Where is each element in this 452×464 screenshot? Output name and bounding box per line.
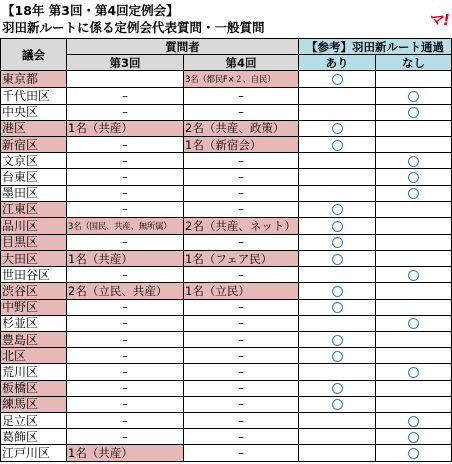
ward-name: 江戸川区 [1,445,67,461]
table-row [1,185,452,201]
q4-questioner [184,217,299,234]
pass-no-cell [376,412,452,428]
ward-name: 江東区 [1,201,67,217]
circle-icon [332,123,343,134]
circle-icon [408,432,419,443]
q3-questioner-text: – [122,186,128,201]
pass-no-cell [376,299,452,315]
q3-questioner-text: 1名（共産） [68,121,133,136]
circle-icon [332,399,343,410]
q3-questioner [67,120,184,136]
pass-no-cell [376,71,452,88]
q4-questioner [184,396,299,412]
q4-questioner [184,315,299,331]
q3-questioner-text: – [122,137,128,152]
pass-no-cell [376,429,452,445]
q4-questioner-text: 2名（共産、ネット） [185,218,296,233]
q4-questioner-text: – [238,445,244,460]
q4-questioner [184,120,299,136]
q4-questioner-text: 1名（フェア民） [185,251,273,266]
circle-icon [408,172,419,183]
table-row [1,364,452,380]
q4-questioner-text: – [238,88,244,103]
q4-questioner-text: – [238,332,244,347]
q4-questioner [184,251,299,267]
q3-questioner [67,348,184,364]
ward-name: 練馬区 [1,396,67,412]
q3-questioner-text: 1名（共産） [68,445,133,460]
q3-questioner [67,267,184,283]
header-no: なし [376,55,452,71]
q4-questioner [184,267,299,283]
ward-name: 板橋区 [1,380,67,396]
q4-questioner [184,185,299,201]
pass-yes-cell [299,88,376,104]
circle-icon [332,335,343,346]
ward-name: 葛飾区 [1,429,67,445]
circle-icon [332,351,343,362]
pass-yes-cell [299,332,376,348]
q3-questioner [67,234,184,250]
ward-name: 世田谷区 [1,267,67,283]
q4-questioner-text: – [238,316,244,331]
q3-questioner-text: – [122,267,128,282]
circle-icon [332,221,343,232]
table-body [1,71,452,461]
pass-yes-cell [299,380,376,396]
q4-questioner [184,299,299,315]
logo-mark: マ! [428,11,450,29]
q4-questioner [184,201,299,217]
pass-no-cell [376,104,452,120]
q3-questioner [67,104,184,120]
pass-yes-cell [299,185,376,201]
q3-questioner [67,315,184,331]
circle-icon [332,237,343,248]
pass-yes-cell [299,283,376,299]
header-q3: 第3回 [67,55,184,71]
pass-no-cell [376,136,452,152]
pass-no-cell [376,380,452,396]
circle-icon [408,156,419,167]
q4-questioner [184,88,299,104]
q3-questioner [67,445,184,461]
pass-no-cell [376,234,452,250]
q3-questioner-text: 1名（共産） [68,251,133,266]
ward-name: 豊島区 [1,332,67,348]
q4-questioner-text: – [238,202,244,217]
ward-name: 杉並区 [1,315,67,331]
title-line-2: 羽田新ルートに係る定例会代表質問・一般質問 [2,20,265,35]
q4-questioner-text: – [238,267,244,282]
ward-name: 渋谷区 [1,283,67,299]
q3-questioner [67,169,184,185]
ward-name: 東京都 [1,71,67,88]
table-row [1,380,452,396]
q3-questioner [67,136,184,152]
table-row [1,169,452,185]
q4-questioner-text: – [238,348,244,363]
ward-name: 荒川区 [1,364,67,380]
pass-no-cell [376,364,452,380]
table-row [1,412,452,428]
pass-no-cell [376,283,452,299]
q3-questioner-text: – [122,348,128,363]
q3-questioner-text: – [122,316,128,331]
q3-questioner-text: 2名（立民、共産） [68,284,168,299]
q3-questioner [67,88,184,104]
circle-icon [332,140,343,151]
table-row [1,217,452,234]
table-row [1,348,452,364]
ward-name: 中野区 [1,299,67,315]
ward-name: 中央区 [1,104,67,120]
pass-no-cell [376,120,452,136]
table-row [1,234,452,250]
pass-yes-cell [299,169,376,185]
q3-questioner [67,332,184,348]
header-ward: 議会 [1,39,67,71]
table-row [1,396,452,412]
pass-yes-cell [299,267,376,283]
header-q4: 第4回 [184,55,299,71]
q4-questioner-text: – [238,381,244,396]
q3-questioner-text: – [122,429,128,444]
table-row [1,71,452,88]
q3-questioner-text: – [122,364,128,379]
pass-yes-cell [299,429,376,445]
header-reference: 【参考】羽田新ルート通過 [299,39,452,55]
q3-questioner-text: – [122,413,128,428]
q4-questioner [184,412,299,428]
pass-yes-cell [299,234,376,250]
circle-icon [408,188,419,199]
q4-questioner-text: – [238,300,244,315]
pass-yes-cell [299,120,376,136]
q4-questioner [184,348,299,364]
title-line-1: 【18年 第3回・第4回定例会】 [2,3,179,18]
pass-no-cell [376,267,452,283]
q3-questioner-text: 3名（国民、共産、無所属） [68,221,172,232]
q4-questioner-text: – [238,413,244,428]
header-questioner: 質問者 [67,39,299,55]
q4-questioner [184,104,299,120]
circle-icon [332,74,343,85]
q4-questioner [184,136,299,152]
table-row [1,120,452,136]
q4-questioner-text: – [238,153,244,168]
q4-questioner [184,169,299,185]
header-yes: あり [299,55,376,71]
table-row [1,88,452,104]
q4-questioner-text: 1名（立民） [185,284,250,299]
q4-questioner-text: – [238,429,244,444]
q4-questioner-text: – [238,364,244,379]
q4-questioner-text: 3名（都民F×２、自民） [185,75,276,86]
q3-questioner [67,429,184,445]
pass-no-cell [376,169,452,185]
pass-yes-cell [299,445,376,461]
table-row [1,445,452,461]
table-row [1,283,452,299]
circle-icon [332,383,343,394]
ward-name: 品川区 [1,217,67,234]
q3-questioner-text: – [122,202,128,217]
circle-icon [408,107,419,118]
q3-questioner [67,364,184,380]
pass-no-cell [376,396,452,412]
pass-no-cell [376,217,452,234]
pass-no-cell [376,332,452,348]
ward-name: 北区 [1,348,67,364]
pass-yes-cell [299,364,376,380]
q4-questioner-text: – [238,186,244,201]
q3-questioner [67,185,184,201]
table-row [1,201,452,217]
q3-questioner-text: – [122,105,128,120]
q3-questioner [67,201,184,217]
table-row [1,251,452,267]
circle-icon [332,204,343,215]
ward-name: 千代田区 [1,88,67,104]
q3-questioner [67,71,184,88]
ward-name: 台東区 [1,169,67,185]
q3-questioner [67,217,184,234]
pass-yes-cell [299,217,376,234]
pass-no-cell [376,348,452,364]
ward-name: 目黒区 [1,234,67,250]
q3-questioner [67,380,184,396]
ward-name: 墨田区 [1,185,67,201]
pass-yes-cell [299,315,376,331]
ward-name: 足立区 [1,412,67,428]
ward-name: 新宿区 [1,136,67,152]
q4-questioner [184,234,299,250]
q3-questioner-text: – [122,397,128,412]
q4-questioner [184,153,299,169]
circle-icon [408,416,419,427]
q4-questioner-text: – [238,235,244,250]
q4-questioner [184,445,299,461]
pass-yes-cell [299,412,376,428]
pass-no-cell [376,315,452,331]
circle-icon [408,448,419,459]
q3-questioner-text: – [122,169,128,184]
q4-questioner [184,332,299,348]
circle-icon [408,270,419,281]
q4-questioner [184,380,299,396]
table-row [1,136,452,152]
circle-icon [408,367,419,378]
table-row [1,104,452,120]
q3-questioner [67,283,184,299]
ward-name: 大田区 [1,251,67,267]
pass-yes-cell [299,396,376,412]
q3-questioner [67,412,184,428]
circle-icon [408,318,419,329]
q3-questioner [67,251,184,267]
circle-icon [408,91,419,102]
pass-yes-cell [299,71,376,88]
pass-no-cell [376,88,452,104]
pass-no-cell [376,201,452,217]
q4-questioner-text: 2名（共産、政策） [185,121,285,136]
pass-no-cell [376,251,452,267]
q3-questioner [67,299,184,315]
pass-yes-cell [299,136,376,152]
table-row [1,332,452,348]
q4-questioner-text: – [238,397,244,412]
q3-questioner-text: – [122,332,128,347]
questions-table [0,38,452,462]
table-row [1,267,452,283]
q4-questioner-text: – [238,169,244,184]
q3-questioner-text: – [122,235,128,250]
pass-yes-cell [299,299,376,315]
q4-questioner [184,283,299,299]
q4-questioner [184,71,299,88]
table-row [1,299,452,315]
q3-questioner-text: – [122,300,128,315]
ward-name: 港区 [1,120,67,136]
pass-yes-cell [299,201,376,217]
circle-icon [332,302,343,313]
q4-questioner [184,364,299,380]
q3-questioner [67,396,184,412]
q3-questioner-text: – [122,381,128,396]
circle-icon [332,254,343,265]
q4-questioner-text: 1名（新宿会） [185,137,262,152]
table-row [1,429,452,445]
pass-yes-cell [299,348,376,364]
pass-no-cell [376,153,452,169]
table-row [1,315,452,331]
pass-no-cell [376,185,452,201]
ward-name: 文京区 [1,153,67,169]
q4-questioner [184,429,299,445]
q3-questioner [67,153,184,169]
pass-yes-cell [299,104,376,120]
circle-icon [332,286,343,297]
pass-no-cell [376,445,452,461]
table-row [1,153,452,169]
pass-yes-cell [299,153,376,169]
q4-questioner-text: – [238,105,244,120]
q3-questioner-text: – [122,88,128,103]
q3-questioner-text: – [122,153,128,168]
pass-yes-cell [299,251,376,267]
